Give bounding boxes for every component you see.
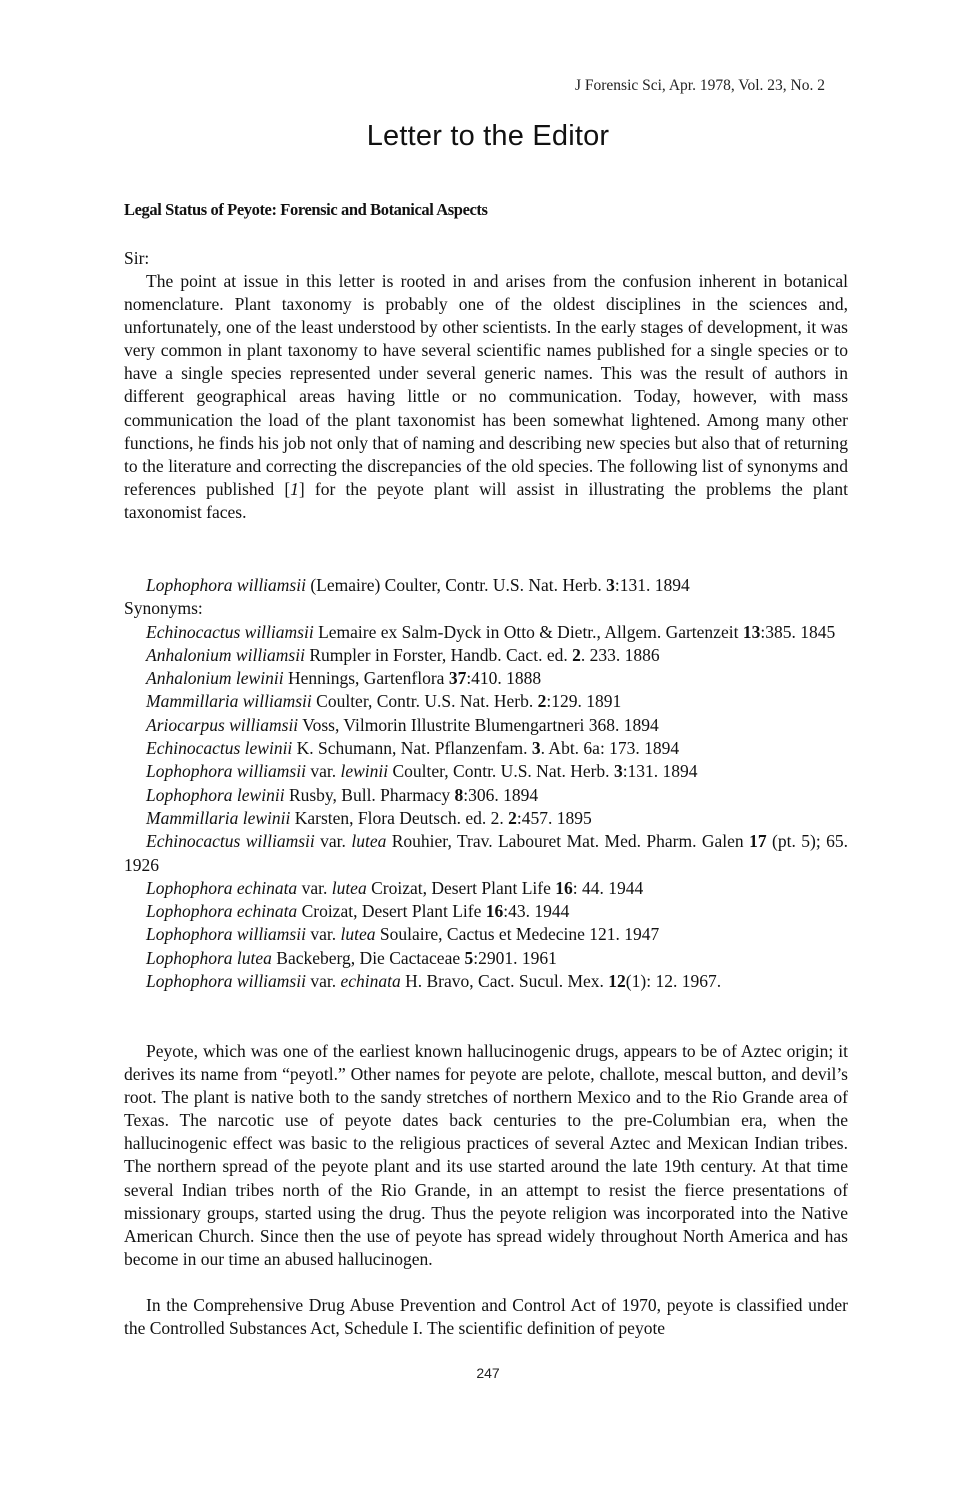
citation-text: Coulter, Contr. U.S. Nat. Herb. bbox=[311, 691, 538, 712]
volume-number: 13 bbox=[742, 621, 761, 642]
synonym-entry bbox=[124, 947, 848, 970]
species-name: Echinocactus williamsii bbox=[146, 621, 314, 642]
volume-number: 2 bbox=[572, 644, 581, 665]
synonym-entry bbox=[124, 737, 848, 760]
infraspecific-name: echinata bbox=[340, 971, 401, 992]
volume-number: 17 bbox=[749, 831, 767, 852]
rank-text: var. bbox=[314, 831, 352, 852]
citation-text: K. Schumann, Nat. Pflanzenfam. bbox=[292, 738, 532, 759]
infraspecific-name: lewinii bbox=[340, 761, 389, 782]
species-name: Lophophora williamsii bbox=[146, 575, 306, 595]
infraspecific-name: lutea bbox=[331, 877, 367, 898]
accepted-name-entry bbox=[124, 574, 848, 597]
citation-text: Croizat, Desert Plant Life bbox=[297, 901, 486, 922]
synonym-entry bbox=[124, 644, 848, 667]
body-paragraph-1 bbox=[124, 270, 848, 524]
running-head: J Forensic Sci, Apr. 1978, Vol. 23, No. 2 bbox=[574, 77, 825, 94]
volume-number: 3 bbox=[613, 761, 623, 782]
species-name: Mammillaria lewinii bbox=[146, 807, 291, 828]
citation-text: :306. 1894 bbox=[463, 784, 539, 805]
body-paragraph-2: Peyote, which was one of the earliest known hallucinogenic drugs, appears to be of Aztec origin; it derives its name from “peyotl.” Other names for peyote are pelote, challote, mescal button, and devil’s root. The plant is native both to the sandy stretches of northern Mexico and to the Rio Grande area of Texas. The narcotic use of peyote dates back centuries to the pre-Columbian era, when the hallucinogenic effect was basic to the religious practices of several Aztec and Mexican Indian tribes. The northern spread of the peyote plant and its use started around the late 19th century. At that time several Indian tribes north of the Rio Grande, in an attempt to resist the fierce presentations of missionary groups, started using the drug. Thus the peyote religion was incorporated into the Native American Church. Since then the use of peyote has spread widely throughout North America and has become in our time an abused hallucinogen. bbox=[124, 1041, 848, 1269]
paragraph-text: The point at issue in this letter is rooted in and arises from the confusion inherent in botanical nomenclature. Plant taxonomy is probably one of the oldest disciplines in the sciences and, unfortunately, one of the least understood by other scientists. In the early stages of development, it was very common in plant taxonomy to have several scientific names published for a single species or to have a single species represented under several generic names. This was the result of authors in different geographical areas having little or no communication. Today, however, with mass communication the load of the plant taxonomist has been somewhat lightened. Among many other functions, he finds his job not only that of naming and describing new species but also that of returning to the literature and correcting the discrepancies of the old species. The following list of synonyms and references published [ bbox=[124, 271, 848, 499]
volume-number: 3 bbox=[606, 575, 615, 595]
synonym-entry bbox=[124, 900, 848, 923]
volume-number: 8 bbox=[454, 784, 464, 805]
rank-text: var. bbox=[297, 877, 332, 898]
synonym-entry bbox=[124, 760, 848, 783]
citation-text: (pt. 5); 65. 1926 bbox=[124, 831, 848, 875]
species-name: Lophophora echinata bbox=[146, 877, 298, 898]
citation-text: H. Bravo, Cact. Sucul. Mex. bbox=[400, 971, 609, 992]
citation-text: :410. 1888 bbox=[466, 668, 542, 689]
citation-text: :2901. 1961 bbox=[473, 947, 557, 968]
species-name: Lophophora williamsii bbox=[146, 971, 306, 992]
synonym-entry bbox=[124, 714, 848, 737]
infraspecific-name: lutea bbox=[351, 831, 387, 852]
volume-number: 37 bbox=[448, 668, 467, 689]
citation-text: Backeberg, Die Cactaceae bbox=[271, 947, 465, 968]
citation-text: Karsten, Flora Deutsch. ed. 2. bbox=[290, 807, 509, 828]
article-title: Legal Status of Peyote: Forensic and Botanical Aspects bbox=[124, 200, 488, 219]
citation-text: Croizat, Desert Plant Life bbox=[366, 877, 556, 898]
synonym-entry bbox=[124, 784, 848, 807]
synonym-entry bbox=[124, 923, 848, 946]
synonym-entry bbox=[124, 830, 848, 877]
citation-text: Lemaire ex Salm-Dyck in Otto & Dietr., Allgem. Gartenzeit bbox=[313, 621, 743, 642]
citation-text: :131. 1894 bbox=[614, 575, 690, 595]
paragraph-text: ] for the peyote plant will assist in illustrating the problems the plant taxonomist faces. bbox=[124, 478, 848, 522]
reference-marker: 1 bbox=[290, 478, 299, 499]
synonym-list bbox=[124, 574, 848, 993]
synonym-entry bbox=[124, 690, 848, 713]
species-name: Mammillaria williamsii bbox=[146, 691, 312, 712]
citation-text: . Abt. 6a: 173. 1894 bbox=[540, 738, 680, 759]
citation-text: :457. 1895 bbox=[516, 807, 592, 828]
citation-text: : 44. 1944 bbox=[572, 877, 644, 898]
synonym-entry bbox=[124, 877, 848, 900]
synonyms-label: Synonyms: bbox=[124, 598, 203, 619]
species-name: Lophophora echinata bbox=[146, 901, 298, 922]
rank-text: var. bbox=[305, 924, 341, 945]
citation-text: Rusby, Bull. Pharmacy bbox=[284, 784, 455, 805]
citation-text: :131. 1894 bbox=[622, 761, 698, 782]
citation-text: :385. 1845 bbox=[760, 621, 836, 642]
citation-text: Coulter, Contr. U.S. Nat. Herb. bbox=[388, 761, 614, 782]
citation-text: Hennings, Gartenflora bbox=[283, 668, 449, 689]
citation-text: :129. 1891 bbox=[546, 691, 622, 712]
volume-number: 2 bbox=[537, 691, 547, 712]
citation-text: Soulaire, Cactus et Medecine 121. 1947 bbox=[375, 924, 660, 945]
page-number: 247 bbox=[476, 1365, 500, 1381]
citation-text: (Lemaire) Coulter, Contr. U.S. Nat. Herb. bbox=[305, 575, 607, 595]
species-name: Anhalonium lewinii bbox=[146, 668, 284, 689]
volume-number: 3 bbox=[531, 738, 541, 759]
species-name: Anhalonium williamsii bbox=[146, 644, 305, 665]
species-name: Ariocarpus williamsii bbox=[146, 714, 299, 735]
rank-text: var. bbox=[305, 971, 341, 992]
species-name: Lophophora lutea bbox=[146, 947, 272, 968]
volume-number: 5 bbox=[464, 947, 474, 968]
citation-text: Rouhier, Trav. Labouret Mat. Med. Pharm. Galen bbox=[386, 831, 750, 852]
synonym-entry bbox=[124, 667, 848, 690]
species-name: Lophophora williamsii bbox=[146, 924, 306, 945]
salutation: Sir: bbox=[124, 248, 150, 268]
volume-number: 12 bbox=[608, 971, 626, 992]
volume-number: 16 bbox=[485, 901, 504, 922]
species-name: Lophophora lewinii bbox=[146, 784, 285, 805]
citation-text: :43. 1944 bbox=[503, 901, 570, 922]
synonym-entry bbox=[124, 807, 848, 830]
species-name: Echinocactus williamsii bbox=[146, 831, 315, 852]
citation-text: . 233. 1886 bbox=[580, 644, 660, 665]
citation-text: Rumpler in Forster, Handb. Cact. ed. bbox=[304, 644, 573, 665]
synonym-entry bbox=[124, 970, 848, 993]
infraspecific-name: lutea bbox=[340, 924, 376, 945]
citation-text: Voss, Vilmorin Illustrite Blumengartneri 368. 1894 bbox=[298, 714, 659, 735]
citation-text: (1): 12. 1967. bbox=[625, 971, 722, 992]
synonym-entry bbox=[124, 621, 848, 644]
species-name: Lophophora williamsii bbox=[146, 761, 306, 782]
body-paragraph-3: In the Comprehensive Drug Abuse Prevention and Control Act of 1970, peyote is classified under the Controlled Substances Act, Schedule I. The scientific definition of peyote bbox=[124, 1295, 848, 1339]
synonym-entries bbox=[124, 621, 848, 994]
volume-number: 16 bbox=[555, 877, 573, 898]
section-title: Letter to the Editor bbox=[366, 120, 610, 152]
rank-text: var. bbox=[305, 761, 341, 782]
species-name: Echinocactus lewinii bbox=[146, 738, 293, 759]
volume-number: 2 bbox=[508, 807, 517, 828]
